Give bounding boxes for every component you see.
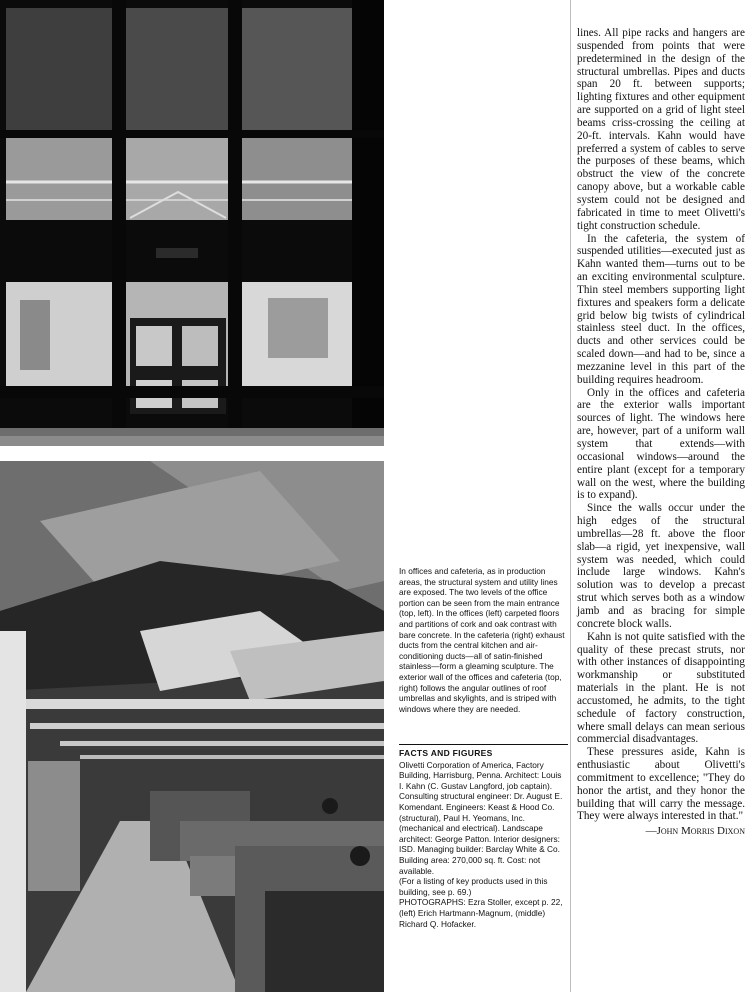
photo-caption bbox=[399, 566, 568, 714]
column-divider bbox=[570, 0, 571, 992]
body-paragraph: Kahn is not quite satisfied with the quality of these precast struts, nor with other instances of disappointing workmanship or substituted materials in the plant. He is not accustomed, he admits, to the tight schedule of factory construction, where small delays can mean serious commercial disadvantages. bbox=[577, 630, 745, 746]
facts-text: Olivetti Corporation of America, Factory Building, Harrisburg, Penna. Architect: Louis I. Kahn (C. Gustav Langford, job captain). Consulting structural engineer: Dr. August E. Komendant. Engineers: Keast & Hood Co. (structural), Paul H. Yeomans, Inc. (mechanical and electrical). Landscape architect: George Patton. Interior designers: ISD. Managing builder: Barclay White & Co. Building area: 270,000 sq. ft. Cost: not available. bbox=[399, 759, 563, 876]
caption-text: In offices and cafeteria, as in production areas, the structural system and utility lines are exposed. The two levels of the office portion can be seen from the main entrance (top, left). In the offices (left) carpeted floors and partitions of cork and oak contrast with bare concrete. In the cafeteria (right) exhaust ducts from the central kitchen and air-conditioning ducts—all of satin-finished stainless—form a gleaming sculpture. The exterior wall of the offices and cafeteria (top, right) follows the angular outlines of roof umbrellas and skylights, and is striped with windows where they are needed. bbox=[399, 566, 565, 714]
body-paragraph: In the cafeteria, the system of suspended utilities—executed just as Kahn wanted them—turns out to be an exciting environmental sculpture. Thin steel members supporting light fixtures and speakers form a delicate grid below big twists of cylindrical stainless steel duct. In the offices, ducts and other services could be scaled down—and had to be, since a mezzanine level in this part of the building requires headroom. bbox=[577, 232, 745, 386]
author-signature: —John Morris Dixon bbox=[645, 825, 745, 838]
facts-photo-credits: PHOTOGRAPHS: Ezra Stoller, except p. 22, (left) Erich Hartmann-Magnum, (middle) Richard Q. Hofacker. bbox=[399, 897, 563, 929]
body-paragraph: These pressures aside, Kahn is enthusiastic about Olivetti's commitment to excellence; "They do honor the artist, and they honor the building that will carry the message. They were always interested in that." bbox=[577, 746, 745, 823]
facts-divider bbox=[399, 744, 568, 745]
building-exterior-photo bbox=[0, 0, 384, 446]
office-interior-photo bbox=[0, 461, 384, 992]
body-paragraph: Since the walls occur under the high edges of the structural umbrellas—28 ft. above the floor slab—a rigid, yet inexpensive, wall system was needed, which could include large windows. Kahn's solution was to develop a precast strut which serves both as a window jamb and as bracing for simple concrete block walls. bbox=[577, 502, 745, 630]
facts-listing: (For a listing of key products used in this building, see p. 69.) bbox=[399, 876, 548, 897]
facts-and-figures bbox=[399, 744, 568, 929]
body-paragraph: lines. All pipe racks and hangers are suspended from points that were predetermined in the design of the structural umbrellas. Pipes and ducts span 20 ft. between supports; lighting fixtures and other equipment are supported on a grid of light steel beams criss-crossing the ceiling at 20-ft. intervals. Kahn would have preferred a system of cables to serve the purposes of these beams, which obstruct the view of the concrete canopy above, but a workable cable system could not be designed and fabricated in time to meet Olivetti's tight construction schedule. bbox=[577, 27, 745, 232]
facts-heading: FACTS AND FIGURES bbox=[399, 748, 493, 758]
body-paragraph: Only in the offices and cafeteria are the exterior walls important sources of light. The windows here are, however, part of a uniform wall system that extends—with occasional windows—around the entire plant (except for a temporary wall on the west, where the building is to expand). bbox=[577, 386, 745, 502]
article-body bbox=[577, 27, 745, 838]
